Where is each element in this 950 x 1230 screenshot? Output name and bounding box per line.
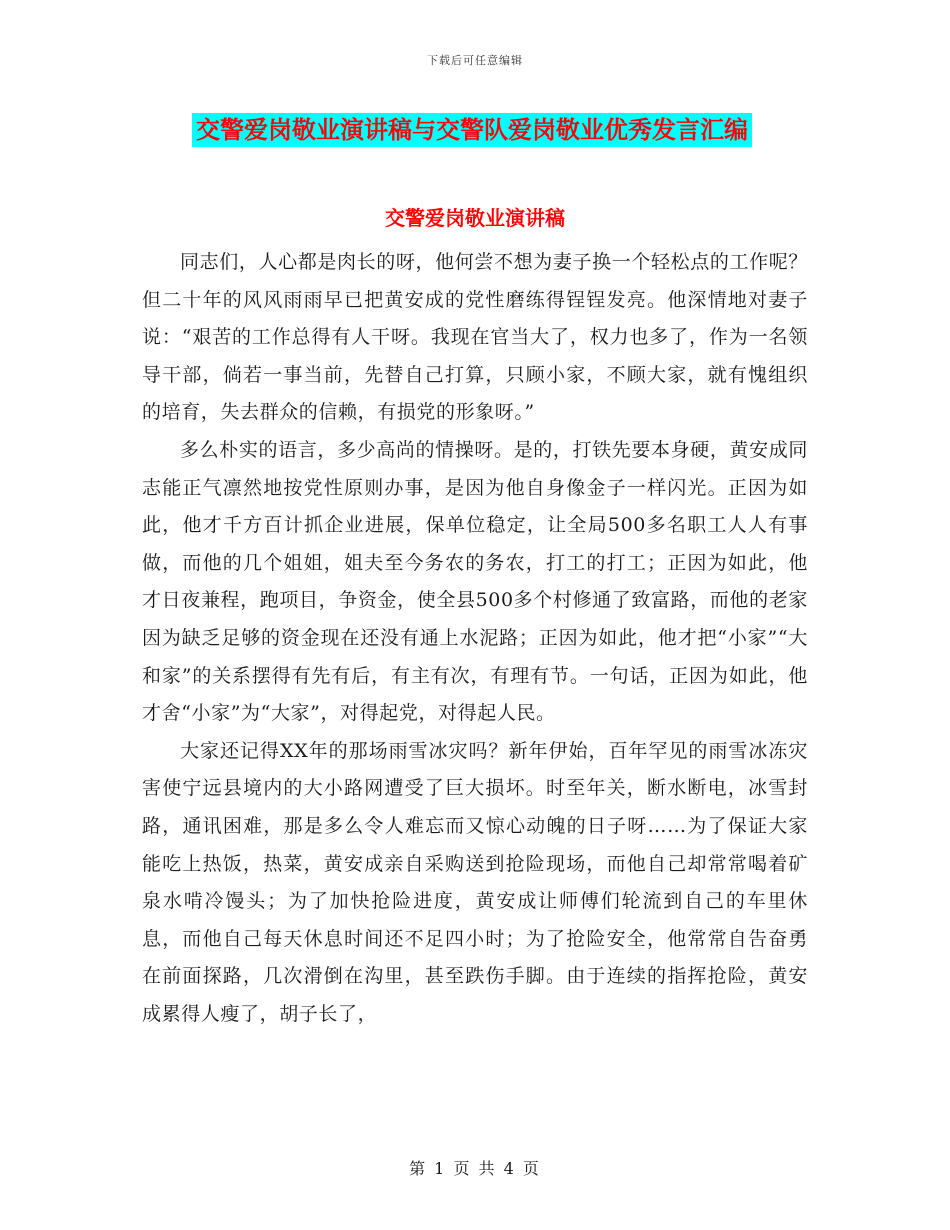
page-number: 第 1 页 共 4 页 (409, 1159, 541, 1178)
section-title: 交警爱岗敬业演讲稿 (385, 206, 565, 230)
paragraph-1: 同志们，人心都是肉长的呀，他何尝不想为妻子换一个轻松点的工作呢？但二十年的风风雨雨早已把黄安成的党性磨练得锃锃发亮。他深情地对妻子说：“艰苦的工作总得有人干呀。我现在官当大了，权力也多了，作为一名领导干部，倘若一事当前，先替自己打算，只顾小家，不顾大家，就有愧组织的培育，失去群众的信赖，有损党的形象呀。” (142, 251, 808, 424)
document-title: 交警爱岗敬业演讲稿与交警队爱岗敬业优秀发言汇编 (192, 113, 752, 147)
paragraph-2: 多么朴实的语言，多少高尚的情操呀。是的，打铁先要本身硬，黄安成同志能正气凛然地按党性原则办事，是因为他自身像金子一样闪光。正因为如此，他才千方百计抓企业进展，保单位稳定，让全局500多名职工人人有事做，而他的几个姐姐，姐夫至今务农的务农，打工的打工；正因为如此，他才日夜兼程，跑项目，争资金，使全县500多个村修通了致富路，而他的老家因为缺乏足够的资金现在还没有通上水泥路；正因为如此，他才把“小家”“大和家”的关系摆得有先有后，有主有次，有理有节。一句话，正因为如此，他才舍“小家”为“大家”，对得起党，对得起人民。 (142, 438, 808, 725)
paragraph-3: 大家还记得XX年的那场雨雪冰灾吗？新年伊始，百年罕见的雨雪冰冻灾害使宁远县境内的大小路网遭受了巨大损坏。时至年关，断水断电，冰雪封路，通讯困难，那是多么令人难忘而又惊心动魄的日子呀……为了保证大家能吃上热饭，热菜，黄安成亲自采购送到抢险现场，而他自己却常常喝着矿泉水啃冷馒头；为了加快抢险进度，黄安成让师傅们轮流到自己的车里休息，而他自己每天休息时间还不足四小时；为了抢险安全，他常常自告奋勇在前面探路，几次滑倒在沟里，甚至跌伤手脚。由于连续的指挥抢险，黄安成累得人瘦了，胡子长了， (142, 739, 808, 1025)
document-body (142, 244, 808, 1033)
header-note: 下载后可任意编辑 (427, 54, 523, 67)
